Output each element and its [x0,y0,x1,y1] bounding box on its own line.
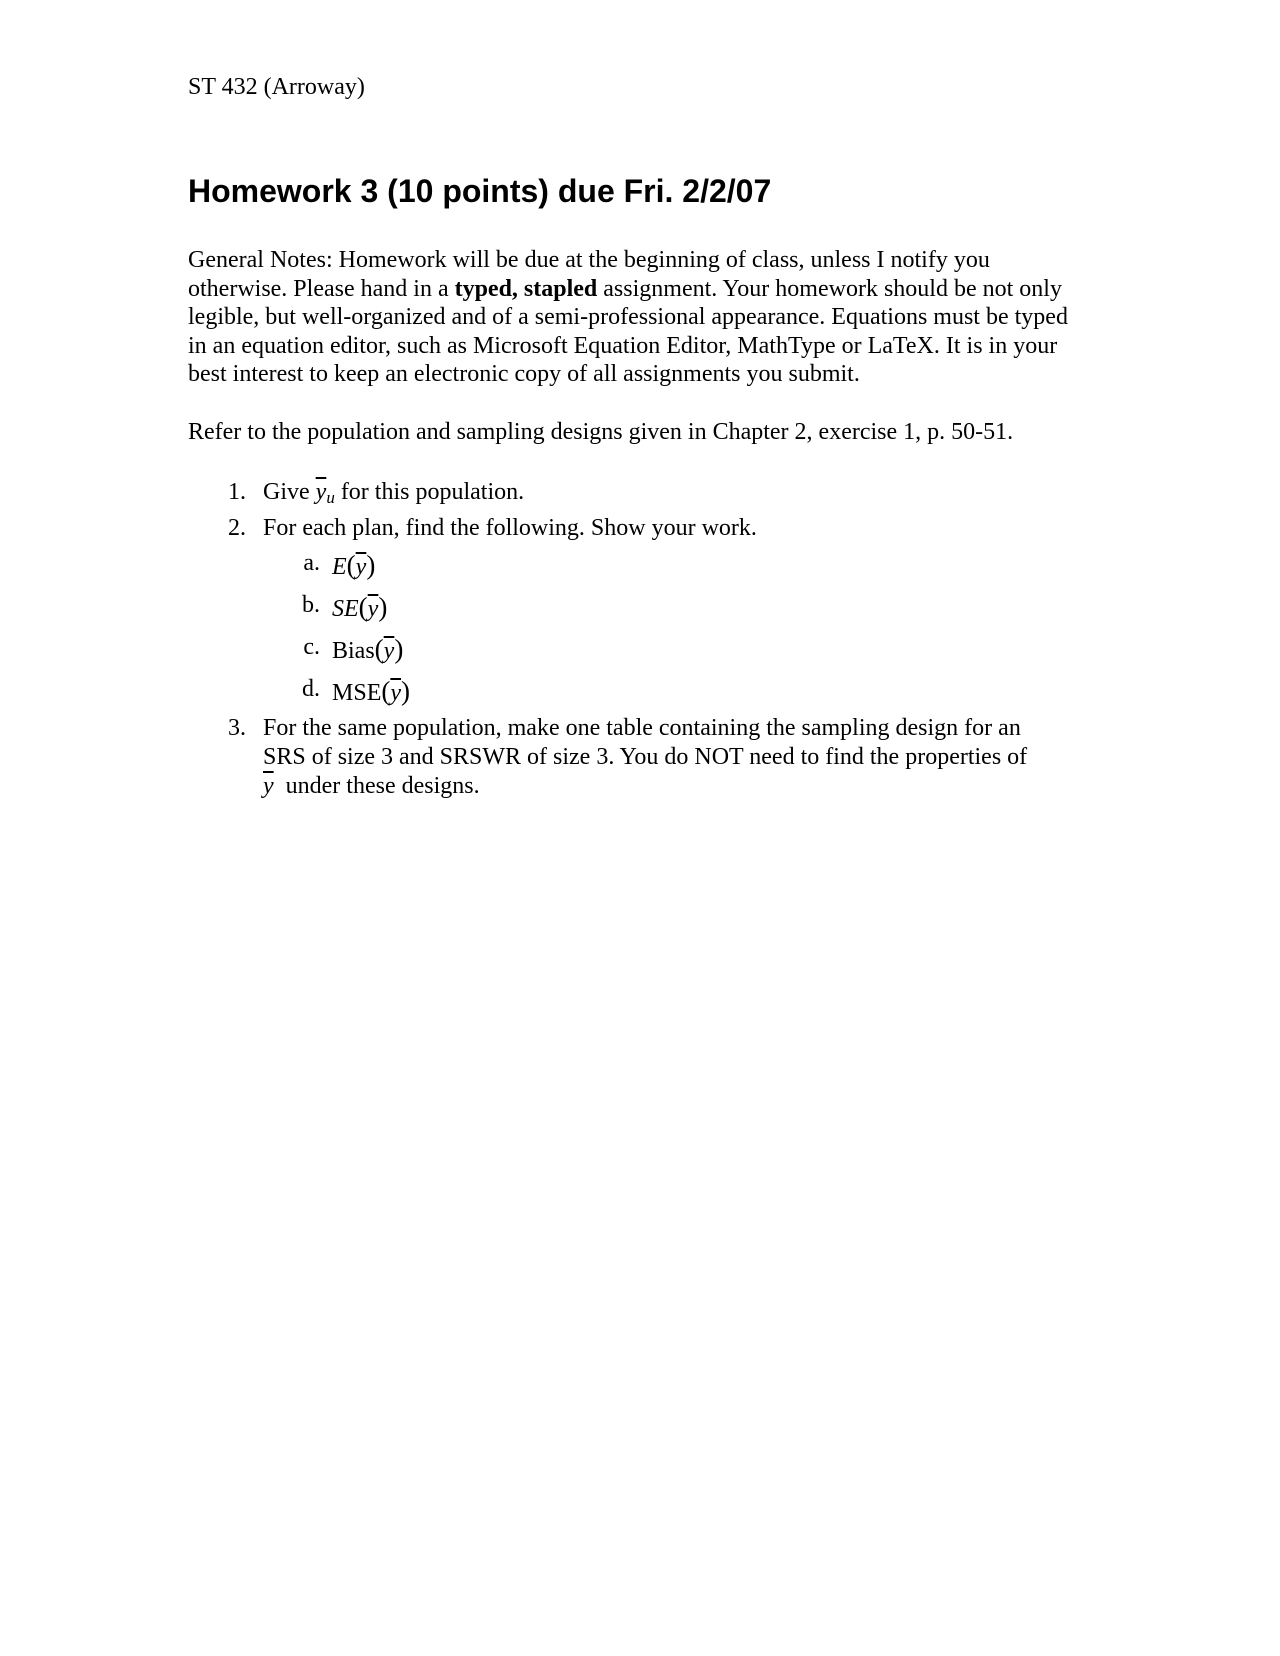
sub-item-letter: a. [303,550,320,576]
math-expression: $Bias(\overline{y})$ [332,634,404,664]
question-number: 3. [228,715,246,741]
math-expression: $E(\overline{y})$ [332,550,376,580]
q3-line3: under these designs. [285,773,480,799]
q1-before: Give [263,479,310,505]
math-function: SE [332,596,359,622]
notes-bold: typed, stapled [454,275,598,302]
question-text [263,478,524,512]
sub-item-letter: b. [302,592,320,618]
notes-rest: assignment. Your homework should be not only legible, but well-organized and of a semi-professional appearance. Equations must be typed in an equation editor, such as Microsoft Equation Editor, MathType or LaTeX. It is in your best interest to keep an electronic copy of all assignments you submit. [188,275,1068,387]
y-bar-symbol: $\overline{y}$ [390,680,402,706]
course-header: ST 432 (Arroway) [188,74,365,100]
math-expression: $SE(\overline{y})$ [332,592,388,622]
math-function: Bias [332,638,375,664]
page-title: Homework 3 (10 points) due Fri. 2/2/07 [188,173,772,209]
q3-line2: SRS of size 3 and SRSWR of size 3. You do NOT need to find the properties of [263,744,1028,770]
sub-item-letter: d. [302,676,320,702]
general-notes [188,246,1088,389]
subscript: u [326,488,335,507]
math-expression: $MSE(\overline{y})$ [332,676,411,706]
y-bar-symbol: $\overline{y}$ [263,773,274,799]
y-bar-symbol: $\overline{y}$ [367,596,379,622]
q3-line1: For the same population, make one table containing the sampling design for an [263,715,1021,741]
y-bar-symbol: $\overline{y}$ [355,554,367,580]
question-number: 2. [228,515,246,541]
y-bar-symbol: $\overline{y}$ [315,479,327,505]
q1-after: for this population. [340,479,525,505]
reference-line: Refer to the population and sampling designs given in Chapter 2, exercise 1, p. 50-51. [188,419,1014,445]
notes-intro: General Notes: Homework will be due at the beginning of class, unless I notify you otherwise. Please hand in a [188,247,990,302]
q3-line3-wrap [263,772,1083,801]
y-bar-symbol: $\overline{y}$ [383,638,395,664]
math-function: E [332,554,347,580]
question-text: For each plan, find the following. Show your work. [263,515,757,541]
math-function: MSE [332,680,382,706]
question-text [263,714,1083,801]
sub-item-letter: c. [303,634,320,660]
question-number: 1. [228,479,246,505]
